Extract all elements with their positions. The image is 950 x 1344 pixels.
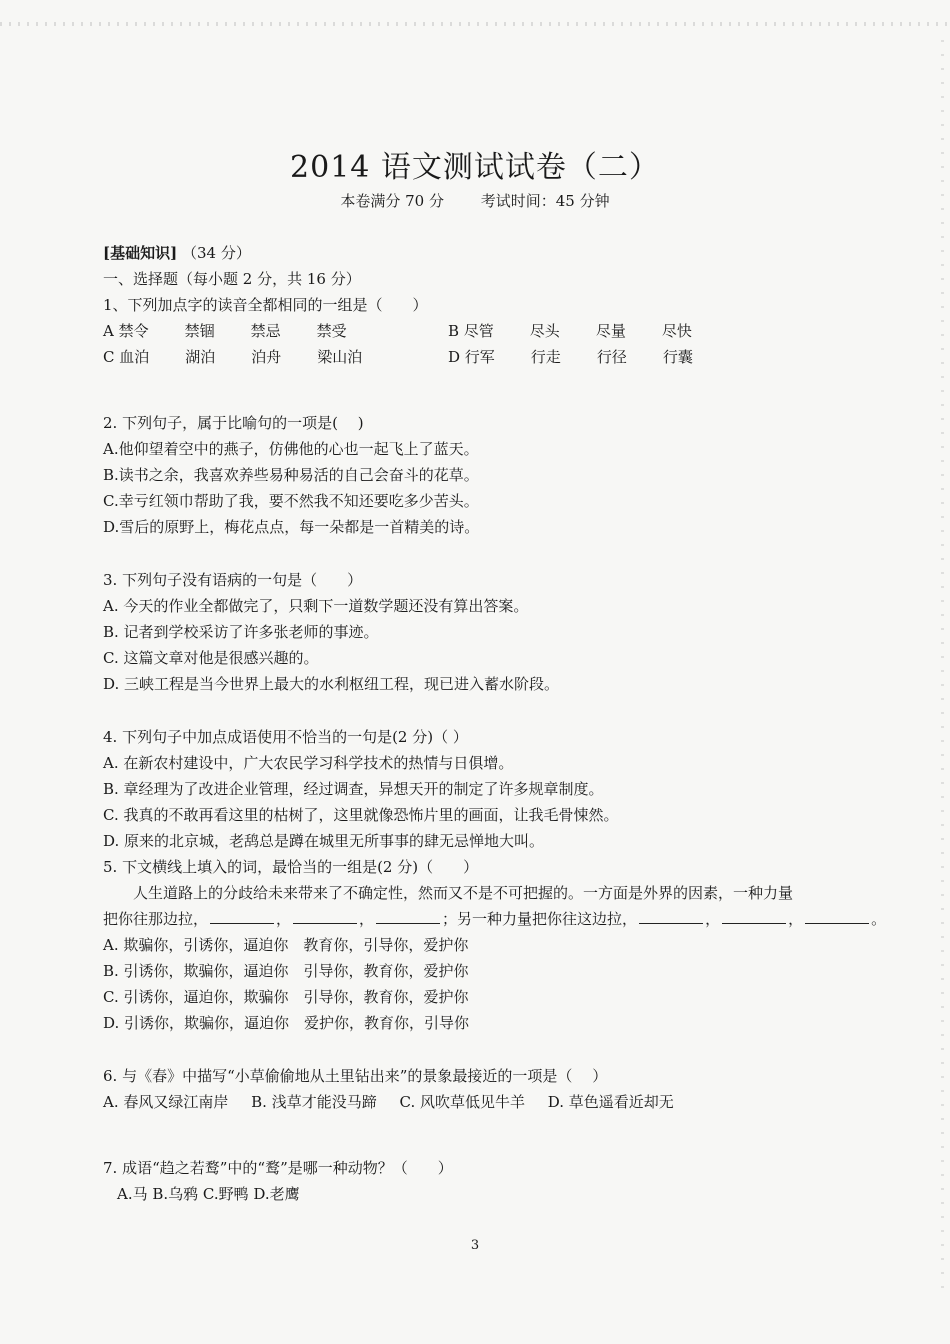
section-heading [103, 240, 863, 266]
option-word: 行走 [530, 348, 561, 366]
fill-blank[interactable] [805, 908, 869, 924]
question-4-option-b: B. 章经理为了改进企业管理，经过调查，异想天开的制定了许多规章制度。 [103, 780, 604, 798]
option-word: 梁山泊 [317, 348, 363, 366]
option-word: D 行军 [448, 348, 495, 366]
fill-blank[interactable] [376, 908, 440, 924]
question-5-stem: 5. 下文横线上填入的词，最恰当的一组是(2 分)（ ） [103, 858, 479, 876]
scan-artifact-top [0, 22, 950, 26]
question-3-option-a: A. 今天的作业全都做完了，只剩下一道数学题还没有算出答案。 [103, 597, 529, 615]
fill-blank[interactable] [293, 908, 357, 924]
question-2-option-d: D.雪后的原野上，梅花点点，每一朵都是一首精美的诗。 [103, 518, 480, 536]
question-7-options: A.马 B.乌鸦 C.野鸭 D.老鹰 [117, 1185, 300, 1203]
question-2-option-c: C.幸亏红领巾帮助了我，要不然我不知还要吃多少苦头。 [103, 492, 479, 510]
option-word: B 尽管 [448, 322, 494, 340]
question-1-options-row-2 [103, 344, 863, 370]
question-2-option-a: A.他仰望着空中的燕子，仿佛他的心也一起飞上了蓝天。 [103, 440, 479, 458]
option-a [103, 318, 448, 344]
question-6-options [103, 1089, 863, 1115]
option-word: 尽快 [661, 322, 692, 340]
question-1-stem: 1、下列加点字的读音全都相同的一组是（ ） [103, 296, 428, 314]
question-4-option-d: D. 原来的北京城，老鸹总是蹲在城里无所事事的肆无忌惮地大叫。 [103, 832, 545, 850]
question-5-option-b: B. 引诱你，欺骗你，逼迫你 引导你，教育你，爱护你 [103, 962, 469, 980]
page-title: 2014 语文测试试卷（二） [290, 150, 660, 185]
option-d: D. 草色遥看近却无 [547, 1093, 674, 1111]
section-name: [基础知识] [103, 244, 178, 262]
passage-text: ；另一种力量把你往这边拉， [442, 910, 638, 928]
question-4-stem: 4. 下列句子中加点成语使用不恰当的一句是(2 分)（ ） [103, 728, 468, 746]
question-1-options-row-1 [103, 318, 863, 344]
option-b: B. 浅草才能没马蹄 [251, 1093, 377, 1111]
question-6-stem: 6. 与《春》中描写“小草偷偷地从土里钻出来”的景象最接近的一项是（ ） [103, 1067, 608, 1085]
question-4-option-c: C. 我真的不敢再看这里的枯树了，这里就像恐怖片里的画面，让我毛骨悚然。 [103, 806, 619, 824]
passage-text: 把你往那边拉， [103, 910, 209, 928]
option-word: C 血泊 [103, 348, 150, 366]
scan-artifact-right [941, 40, 944, 1300]
option-c [103, 344, 448, 370]
exam-content [103, 240, 887, 1207]
fill-blank[interactable] [639, 908, 703, 924]
exam-time: 考试时间：45 分钟 [480, 192, 610, 210]
option-word: 尽头 [529, 322, 560, 340]
option-d [448, 344, 793, 370]
question-4-option-a: A. 在新农村建设中，广大农民学习科学技术的热情与日俱增。 [103, 754, 514, 772]
question-5-option-c: C. 引诱你，逼迫你，欺骗你 引导你，教育你，爱护你 [103, 988, 469, 1006]
option-word: 泊舟 [251, 348, 282, 366]
fill-blank[interactable] [210, 908, 274, 924]
option-word: A 禁令 [103, 322, 149, 340]
section-points: （34 分） [181, 244, 251, 262]
question-5-option-d: D. 引诱你，欺骗你，逼迫你 爱护你，教育你，引导你 [103, 1014, 470, 1032]
question-2-stem: 2. 下列句子，属于比喻句的一项是( ) [103, 414, 364, 432]
total-score: 本卷满分 70 分 [340, 192, 444, 210]
option-word: 行囊 [662, 348, 693, 366]
question-7-stem: 7. 成语“趋之若鹜”中的“鹜”是哪一种动物？（ ） [103, 1159, 453, 1177]
option-word: 尽量 [595, 322, 626, 340]
option-word: 禁受 [316, 322, 347, 340]
question-5-option-a: A. 欺骗你，引诱你，逼迫你 教育你，引导你，爱护你 [103, 936, 469, 954]
option-c: C. 风吹草低见牛羊 [399, 1093, 525, 1111]
question-3-stem: 3. 下列句子没有语病的一句是（ ） [103, 571, 363, 589]
option-word: 禁锢 [184, 322, 215, 340]
question-5-passage-line-2: 把你往那边拉， ， ， ；另一种力量把你往这边拉， ， ， 。 [103, 910, 887, 928]
question-3-option-b: B. 记者到学校采访了许多张老师的事迹。 [103, 623, 379, 641]
question-3-option-d: D. 三峡工程是当今世界上最大的水利枢纽工程，现已进入蓄水阶段。 [103, 675, 560, 693]
option-word: 禁忌 [250, 322, 281, 340]
part-heading: 一、选择题（每小题 2 分，共 16 分） [103, 270, 361, 288]
option-word: 行径 [596, 348, 627, 366]
fill-blank[interactable] [722, 908, 786, 924]
question-5-passage-line-1: 人生道路上的分歧给未来带来了不确定性，然而又不是不可把握的。一方面是外界的因素，一种力量 [133, 884, 794, 902]
option-word: 湖泊 [185, 348, 216, 366]
option-a: A. 春风又绿江南岸 [103, 1093, 229, 1111]
exam-info [0, 190, 950, 211]
question-3-option-c: C. 这篇文章对他是很感兴趣的。 [103, 649, 319, 667]
page-number: 3 [470, 1238, 480, 1253]
question-2-option-b: B.读书之余，我喜欢养些易种易活的自己会奋斗的花草。 [103, 466, 479, 484]
option-b [448, 318, 793, 344]
